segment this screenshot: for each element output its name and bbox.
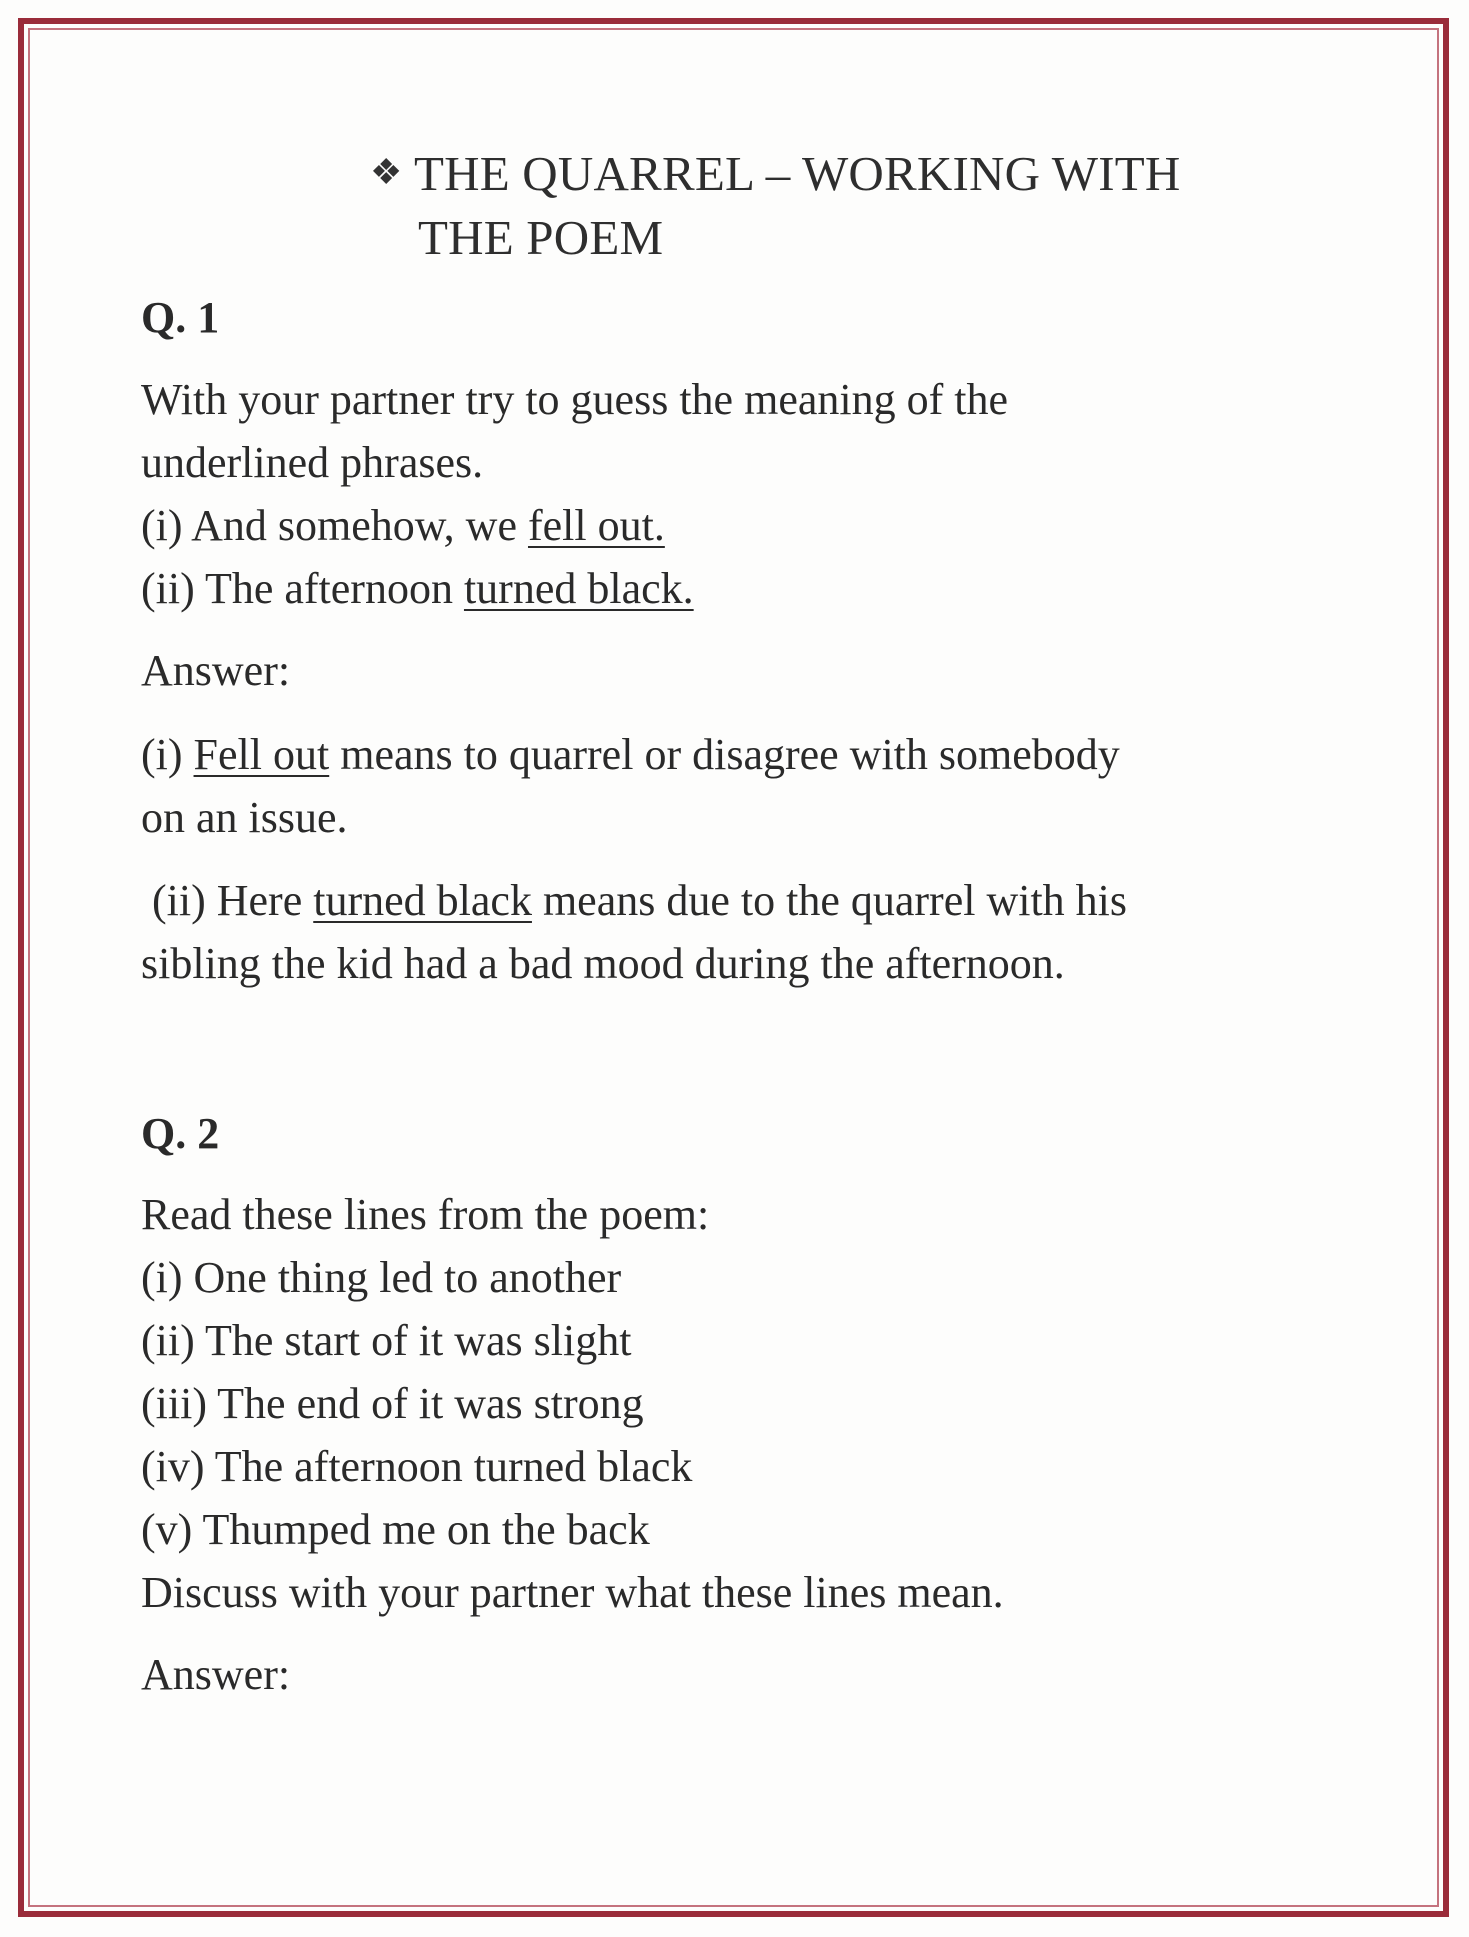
- q1-item-2-underlined: turned black.: [463, 564, 694, 613]
- question-1-label: Q. 1: [141, 293, 220, 342]
- q1-item-2-prefix: (ii) The afternoon: [141, 564, 464, 613]
- q2-prompt: Read these lines from the poem:: [141, 1190, 710, 1239]
- page-title: [370, 140, 1180, 270]
- title-line-2: THE POEM: [418, 210, 664, 265]
- q1-answer-2-rest: means due to the quarrel with his: [531, 876, 1128, 925]
- diamond-bullet-icon: ❖: [370, 152, 403, 192]
- q1-answer-1-prefix: (i): [141, 730, 194, 779]
- q1-item-1: [141, 500, 665, 552]
- q1-prompt-line-2: underlined phrases.: [141, 438, 484, 487]
- q1-answer-2-line-1: [141, 875, 1127, 927]
- q2-line-2: (ii) The start of it was slight: [141, 1316, 632, 1365]
- q1-item-1-prefix: (i) And somehow, we: [141, 501, 528, 550]
- question-2-label: Q. 2: [141, 1109, 220, 1158]
- q1-answer-1-line-1: [141, 729, 1120, 781]
- q2-line-1: (i) One thing led to another: [141, 1253, 622, 1302]
- q2-line-4: (iv) The afternoon turned black: [141, 1442, 693, 1491]
- q2-line-3: (iii) The end of it was strong: [141, 1379, 644, 1428]
- q1-answer-2-line-2: sibling the kid had a bad mood during the afternoon.: [141, 939, 1065, 988]
- title-line-1: THE QUARREL – WORKING WITH: [414, 146, 1181, 201]
- q1-answer-1-underlined: Fell out: [193, 730, 330, 779]
- q1-answer-1-rest: means to quarrel or disagree with somebody: [329, 730, 1120, 779]
- q1-item-2: [141, 563, 694, 615]
- q1-item-1-underlined: fell out.: [527, 501, 665, 550]
- q2-answer-label: Answer:: [141, 1650, 291, 1699]
- q1-answer-1-line-2: on an issue.: [141, 793, 348, 842]
- q1-answer-2-prefix: (ii) Here: [141, 876, 314, 925]
- q2-line-5: (v) Thumped me on the back: [141, 1505, 650, 1554]
- q1-answer-2-underlined: turned black: [313, 876, 532, 925]
- q2-instruction: Discuss with your partner what these lines mean.: [141, 1568, 1004, 1617]
- q1-prompt-line-1: With your partner try to guess the meaning of the: [141, 375, 1009, 424]
- q1-answer-label: Answer:: [141, 646, 291, 695]
